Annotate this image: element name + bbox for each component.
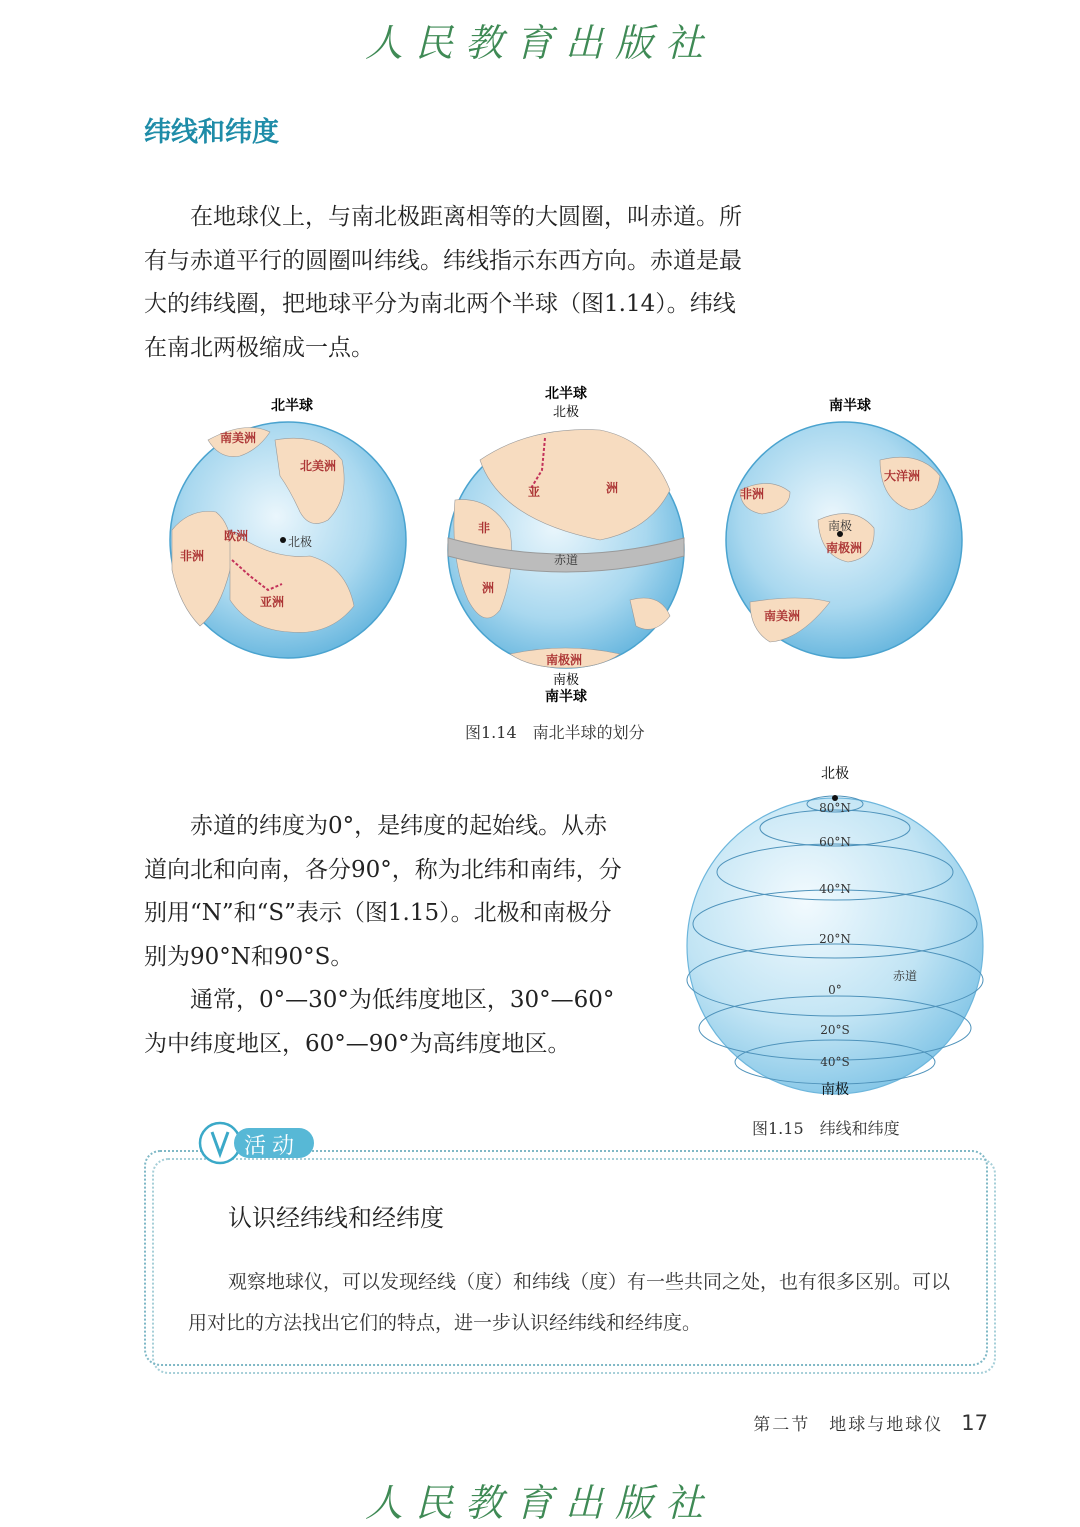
paragraph-3-text: 通常，0°—30°为低纬度地区，30°—60°为中纬度地区，60°—90°为高纬度地区。: [144, 987, 615, 1057]
latitude-80n: 80°N: [819, 801, 851, 815]
continent-label: 南极洲: [546, 653, 583, 667]
fig15-south-pole: 南极: [821, 1082, 849, 1098]
figure-1-14: [150, 380, 980, 710]
publisher-watermark-bottom: 人民教育出版社: [364, 1481, 715, 1525]
left-globe-title: 北半球: [271, 398, 313, 414]
southern-hemisphere-globe: [726, 422, 962, 658]
paragraph-1-text: 在地球仪上，与南北极距离相等的大圆圈，叫赤道。所有与赤道平行的圆圈叫纬线。纬线指示东西方向。赤道是最大的纬线圈，把地球平分为南北两个半球（图1.14）。纬线在南北两极缩成一点。: [144, 204, 742, 361]
latitude-40s: 40°S: [820, 1055, 850, 1069]
continent-label: 洲: [482, 581, 495, 595]
activity-text-body: 观察地球仪，可以发现经线（度）和纬线（度）有一些共同之处，也有很多区别。可以用对比的方法找出它们的特点，进一步认识经纬线和经纬度。: [188, 1271, 951, 1334]
fig15-equator-label: 赤道: [892, 969, 918, 983]
latitude-0: 0°: [828, 983, 842, 997]
page-number: 17: [961, 1411, 988, 1435]
continent-label: 非洲: [180, 549, 205, 563]
paragraph-2: [144, 805, 624, 1066]
activity-title: 认识经纬线和经纬度: [228, 1204, 444, 1232]
page-footer: [753, 1410, 988, 1435]
paragraph-2-text: 赤道的纬度为0°，是纬度的起始线。从赤道向北和向南，各分90°，称为北纬和南纬，分别用“N”和“S”表示（图1.15）。北极和南极分别为90°N和90°S。: [144, 813, 622, 970]
continent-label: 北美洲: [300, 459, 337, 473]
publisher-watermark-top: 人民教育出版社: [364, 21, 715, 65]
equator-label: 赤道: [553, 553, 579, 567]
paragraph-1: [144, 196, 742, 370]
latitude-60n: 60°N: [819, 835, 851, 849]
continent-label: 欧洲: [224, 529, 249, 543]
latitude-20s: 20°S: [820, 1023, 850, 1037]
northern-hemisphere-globe: [170, 422, 406, 658]
south-pole-label: 南极: [828, 519, 853, 533]
activity-text: [188, 1262, 958, 1344]
continent-label: 非: [478, 521, 491, 535]
right-globe-title: 南半球: [829, 398, 871, 414]
middle-top-pole: 北极: [552, 405, 580, 420]
continent-label: 非洲: [740, 487, 765, 501]
figure-1-14-caption: 图1.14 南北半球的划分: [465, 723, 645, 742]
continent-label: 南美洲: [764, 609, 801, 623]
continent-label: 大洋洲: [884, 469, 921, 483]
figure-1-15: [680, 760, 990, 1105]
continent-label: 南极洲: [826, 541, 863, 555]
continent-label: 南美洲: [220, 431, 257, 445]
activity-tag: [198, 1120, 318, 1166]
continent-label: 亚: [528, 485, 541, 499]
equator-globe: [448, 430, 684, 668]
activity-tag-label: 活动: [244, 1134, 301, 1159]
continent-label: 洲: [606, 481, 619, 495]
latitude-20n: 20°N: [819, 932, 851, 946]
section-title: 纬线和纬度: [144, 117, 279, 148]
middle-bottom-pole: 南极: [552, 673, 580, 688]
middle-top-hemisphere: 北半球: [545, 386, 587, 402]
fig15-north-pole: 北极: [821, 766, 849, 782]
latitude-40n: 40°N: [819, 882, 851, 896]
footer-section: 第二节 地球与地球仪: [753, 1415, 944, 1435]
middle-bottom-hemisphere: 南半球: [545, 689, 587, 705]
north-pole-label: 北极: [288, 535, 313, 549]
continent-label: 亚洲: [260, 595, 285, 609]
figure-1-15-caption: 图1.15 纬线和纬度: [752, 1119, 900, 1138]
